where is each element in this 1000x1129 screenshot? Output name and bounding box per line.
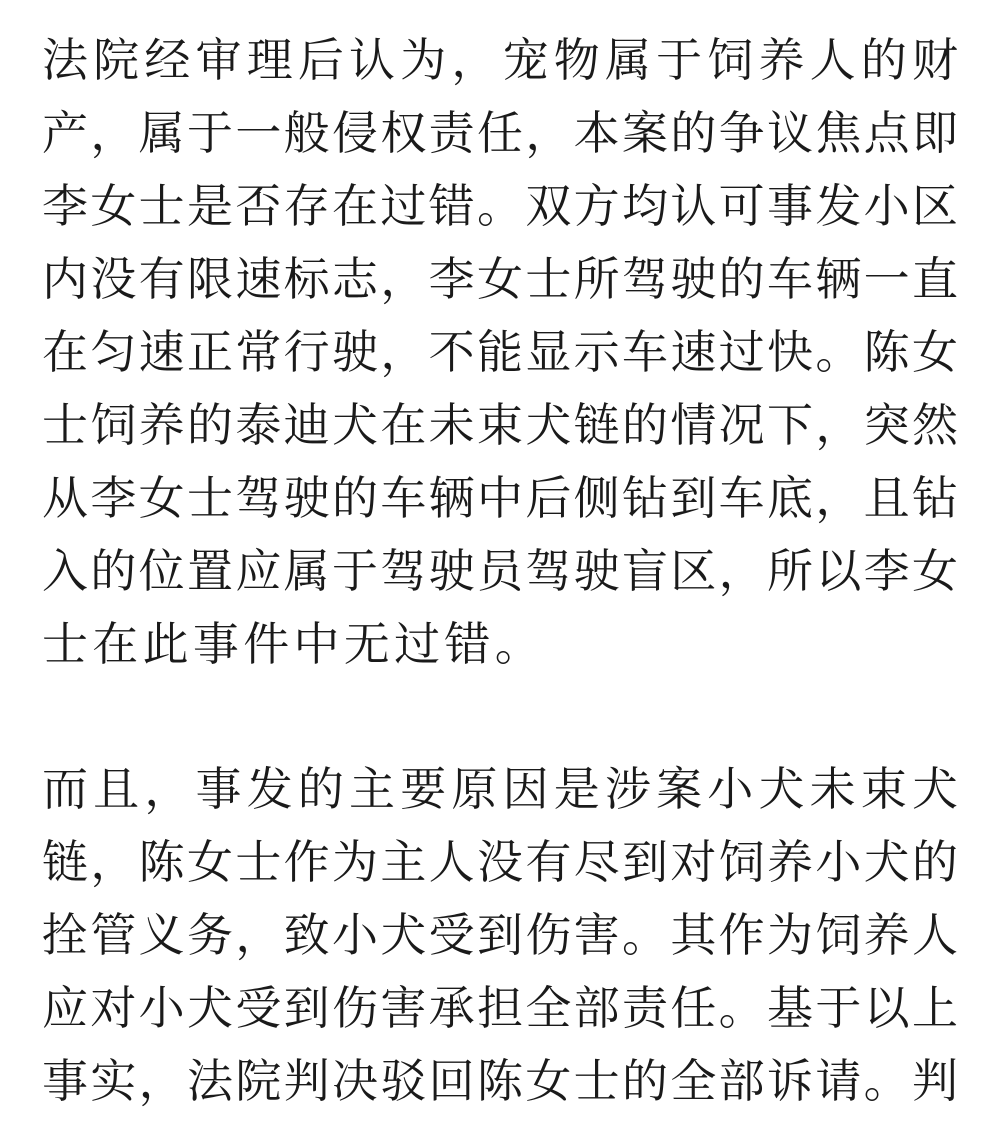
text-line: 李女士是否存在过错。双方均认可事发小区 [42, 179, 958, 233]
text-line: 入的位置应属于驾驶员驾驶盲区，所以李女 [42, 544, 958, 598]
text-line: 在匀速正常行驶，不能显示车速过快。陈女 [42, 325, 958, 379]
paragraph-court-finding [42, 24, 958, 681]
text-line: 应对小犬受到伤害承担全部责任。基于以上 [42, 981, 958, 1035]
text-line: 产，属于一般侵权责任，本案的争议焦点即 [42, 106, 958, 160]
text-line: 事实，法院判决驳回陈女士的全部诉请。判 [42, 1054, 958, 1108]
text-line: 而且，事发的主要原因是涉案小犬未束犬 [42, 762, 958, 816]
text-line: 法院经审理后认为，宠物属于饲养人的财 [42, 33, 958, 87]
text-line: 拴管义务，致小犬受到伤害。其作为饲养人 [42, 908, 958, 962]
text-line: 内没有限速标志，李女士所驾驶的车辆一直 [42, 252, 958, 306]
text-line: 链，陈女士作为主人没有尽到对饲养小犬的 [42, 835, 958, 889]
paragraph-judgment [42, 753, 958, 1118]
text-line: 士饲养的泰迪犬在未束犬链的情况下，突然 [42, 398, 958, 452]
text-line: 从李女士驾驶的车辆中后侧钻到车底，且钻 [42, 471, 958, 525]
text-line: 士在此事件中无过错。 [42, 617, 545, 671]
